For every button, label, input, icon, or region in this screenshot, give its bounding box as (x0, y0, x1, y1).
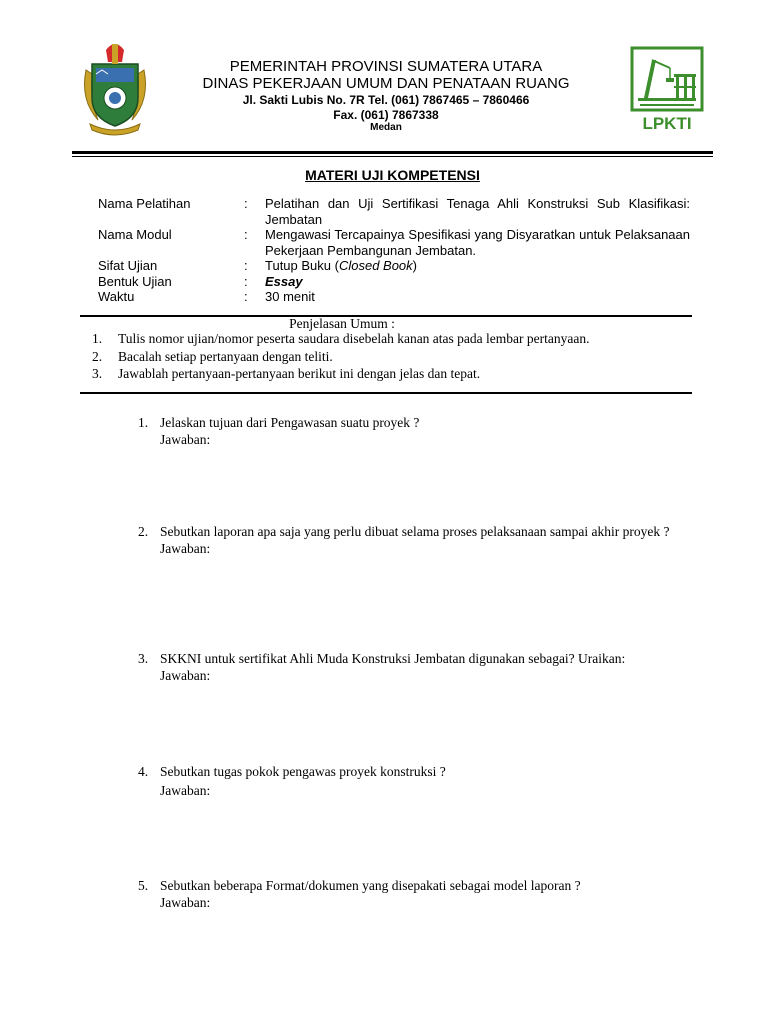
answer-label: Jawaban: (160, 541, 211, 556)
info-value: Pelatihan dan Uji Sertifikasi Tenaga Ahli Konstruksi Sub Klasifikasi: Jembatan (265, 196, 690, 227)
question-item (138, 523, 698, 557)
info-colon: : (244, 273, 248, 289)
letterhead-fax: Fax. (061) 7867338 (333, 108, 439, 122)
info-row-training (98, 196, 690, 227)
letterhead-agency: DINAS PEKERJAAN UMUM DAN PENATAAN RUANG (202, 75, 570, 92)
general-instructions (92, 317, 692, 383)
letterhead (150, 58, 622, 134)
letterhead-city: Medan (370, 122, 402, 133)
instruction-number: 2. (92, 348, 103, 364)
lpkti-logo (630, 46, 704, 132)
info-label: Nama Modul (98, 227, 172, 242)
exam-info (98, 196, 690, 305)
info-value-bold-italic: Essay (265, 273, 303, 289)
answer-label: Jawaban: (160, 668, 211, 683)
question-text: Jelaskan tujuan dari Pengawasan suatu proyek ? (160, 415, 420, 430)
info-row-time (98, 289, 690, 305)
instruction-number: 3. (92, 366, 103, 381)
instruction-text: Jawablah pertanyaan-pertanyaan berikut ini dengan jelas dan tepat. (118, 366, 481, 381)
instruction-text: Bacalah setiap pertanyaan dengan teliti. (118, 348, 333, 364)
instruction-number: 1. (92, 331, 103, 346)
question-text: SKKNI untuk sertifikat Ahli Muda Konstruksi Jembatan digunakan sebagai? Uraikan: (160, 651, 626, 666)
question-number: 3. (138, 651, 149, 666)
info-value-part: Tutup Buku ( (265, 258, 339, 273)
info-value: Mengawasi Tercapainya Spesifikasi yang Disyaratkan untuk Pelaksanaan Pekerjaan Pembangunan Jembatan. (265, 227, 690, 258)
instruction-item (92, 330, 692, 348)
info-label: Waktu (98, 289, 135, 304)
info-row-module (98, 227, 690, 258)
letterhead-government: PEMERINTAH PROVINSI SUMATERA UTARA (229, 58, 543, 75)
province-emblem-logo (76, 40, 154, 136)
info-colon: : (244, 258, 248, 273)
instruction-text: Tulis nomor ujian/nomor peserta saudara disebelah kanan atas pada lembar pertanyaan. (118, 331, 590, 346)
answer-label: Jawaban: (160, 895, 211, 910)
info-value: 30 menit (265, 289, 315, 304)
info-value-italic: Closed Book (338, 258, 413, 273)
instruction-item (92, 348, 692, 366)
question-item (138, 414, 698, 448)
answer-label: Jawaban: (160, 432, 211, 447)
question-number: 2. (138, 524, 149, 539)
info-value-part: ) (412, 258, 418, 273)
info-colon: : (244, 289, 248, 304)
info-colon: : (244, 196, 248, 211)
info-label: Bentuk Ujian (98, 273, 172, 289)
document-title: MATERI UJI KOMPETENSI (305, 167, 480, 183)
instructions-heading: Penjelasan Umum : (289, 316, 395, 331)
answer-label: Jawaban: (160, 783, 211, 798)
lpkti-logo-text: LPKTI (642, 114, 692, 132)
info-colon: : (244, 227, 248, 242)
instructions-bottom-rule (80, 392, 692, 394)
letterhead-divider (72, 151, 713, 157)
instruction-item (92, 365, 692, 383)
info-value (265, 258, 690, 274)
info-label: Nama Pelatihan (98, 196, 191, 211)
question-text: Sebutkan beberapa Format/dokumen yang disepakati sebagai model laporan ? (160, 878, 581, 893)
info-label: Sifat Ujian (98, 258, 158, 273)
question-item (138, 877, 698, 911)
question-item (138, 763, 698, 799)
question-text: Sebutkan tugas pokok pengawas proyek konstruksi ? (160, 764, 446, 779)
question-number: 1. (138, 415, 149, 430)
info-row-exam-form (98, 274, 690, 290)
question-number: 4. (138, 764, 149, 779)
info-row-exam-nature (98, 258, 690, 274)
letterhead-address: Jl. Sakti Lubis No. 7R Tel. (061) 7867465 – 7860466 (242, 93, 530, 107)
question-text: Sebutkan laporan apa saja yang perlu dibuat selama proses pelaksanaan sampai akhir proyek ? (160, 524, 670, 539)
question-number: 5. (138, 878, 149, 893)
question-item (138, 650, 698, 684)
